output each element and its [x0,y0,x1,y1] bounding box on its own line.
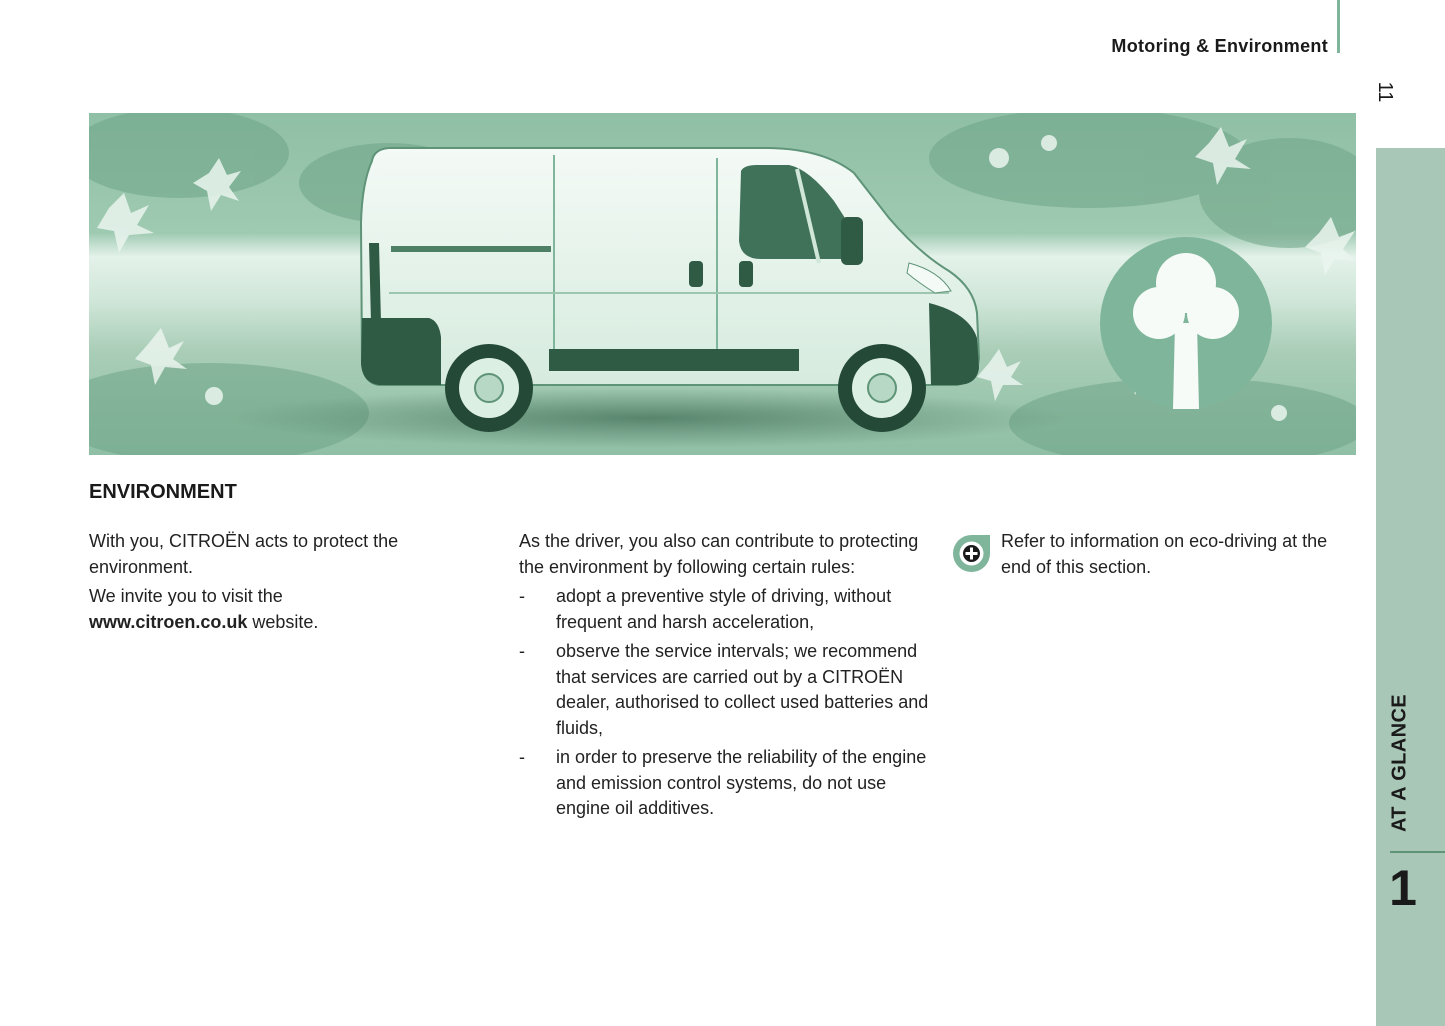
intro-paragraph: With you, CITROËN acts to protect the environment. [89,531,399,577]
section-title: Motoring & Environment [1111,36,1328,56]
chapter-tab-divider [1390,851,1445,853]
tree-icon [1100,237,1272,409]
list-item: - in order to preserve the reliability of the engine and emission control systems, do not use engine oil additives. [519,747,927,818]
rules-column [519,529,939,826]
list-item: - adopt a preventive style of driving, without frequent and harsh acceleration, [519,586,892,632]
van-environment-illustration [89,113,1356,455]
header-divider [1337,0,1340,53]
page-number: 11 [1374,81,1396,103]
chapter-tab-label: AT A GLANCE [1388,693,1411,833]
website-paragraph: We invite you to visit the www.citroen.co.uk website. [89,586,319,632]
plus-info-icon [951,533,992,574]
list-item: - observe the service intervals; we recommend that services are carried out by a CITROËN dealer, authorised to collect used batteries and fluids, [519,641,929,738]
rules-list [519,584,939,822]
eco-driving-note: Refer to information on eco-driving at the end of this section. [1001,531,1328,577]
rules-intro: As the driver, you also can contribute to protecting the environment by following certain rules: [519,531,919,577]
chapter-number: 1 [1389,860,1417,916]
hero-illustration [89,113,1356,455]
intro-column [89,529,489,639]
wheel-rear-icon [445,344,533,432]
wheel-front-icon [838,344,926,432]
section-heading: ENVIRONMENT [89,481,237,503]
website-link[interactable]: www.citroen.co.uk [89,611,248,632]
